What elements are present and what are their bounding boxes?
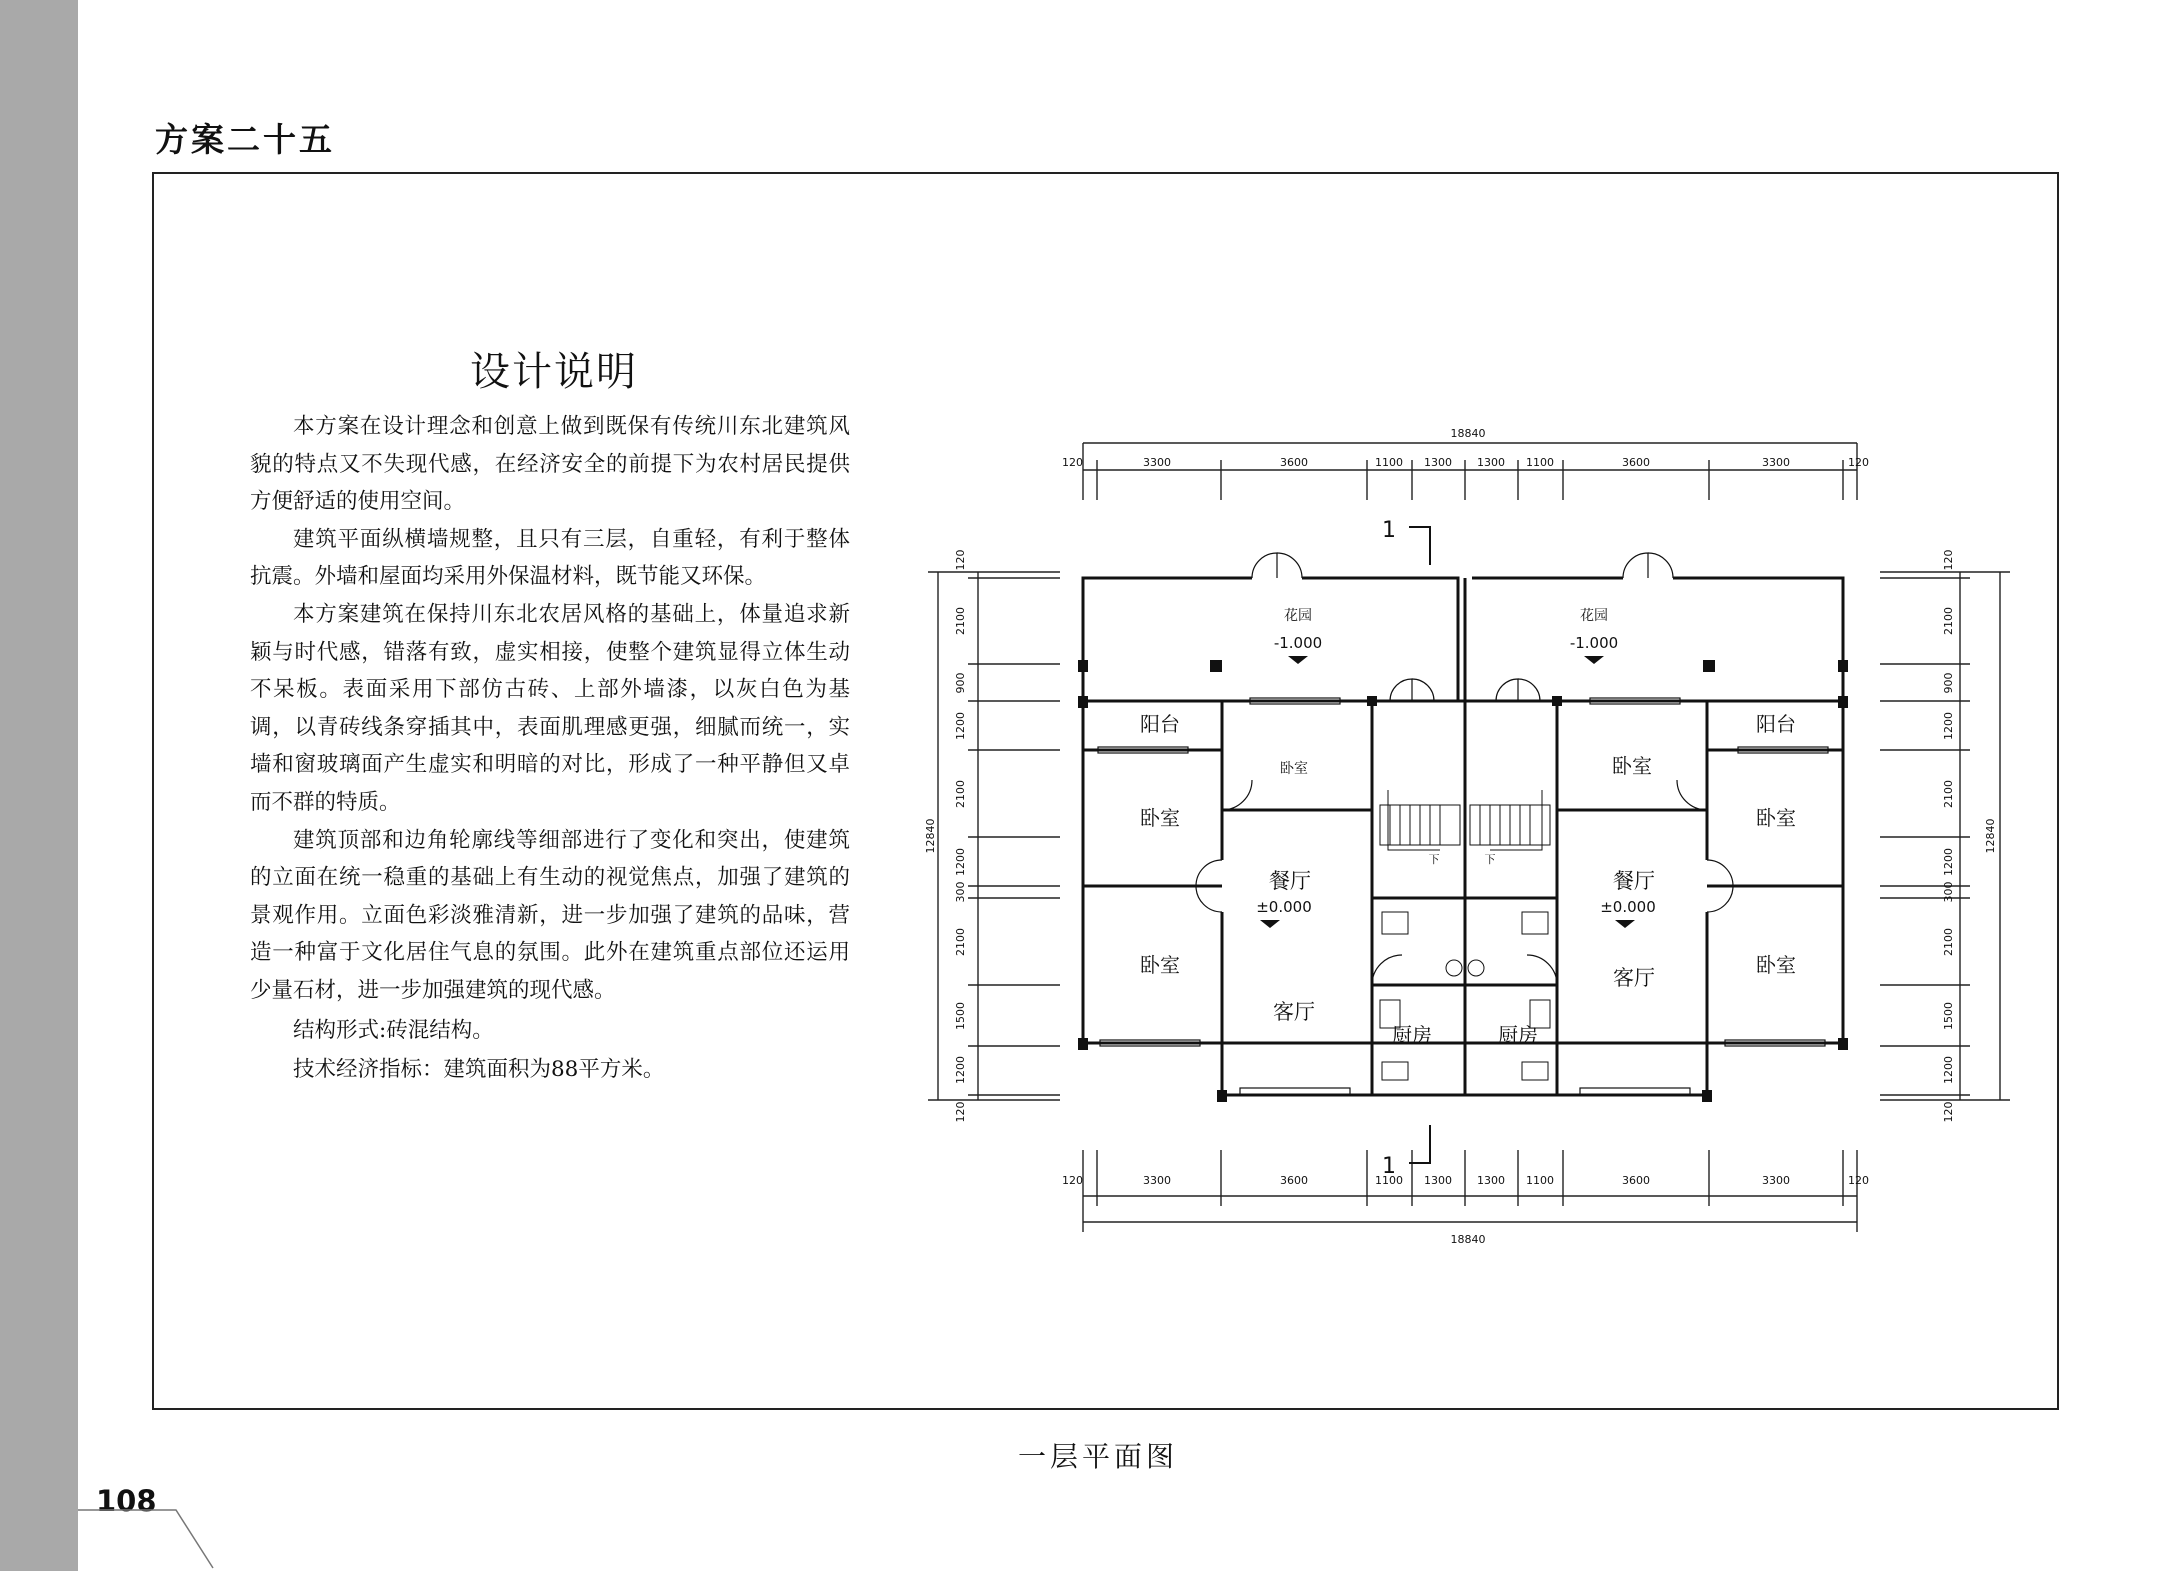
dim-bottom: 1100 — [1375, 1174, 1403, 1187]
dim-bottom: 1300 — [1424, 1174, 1452, 1187]
page-number: 108 — [96, 1484, 157, 1518]
section-mark-top: 1 — [1382, 518, 1396, 543]
dim-left: 2100 — [954, 928, 967, 956]
description-paragraph: 本方案在设计理念和创意上做到既保有传统川东北建筑风貌的特点又不失现代感，在经济安全的前提下为农村居民提供方便舒适的使用空间。 — [250, 414, 850, 515]
dim-bottom: 1100 — [1526, 1174, 1554, 1187]
page-corner-line — [78, 1508, 228, 1571]
dim-right: 1200 — [1942, 848, 1955, 876]
dim-top: 3600 — [1622, 456, 1650, 469]
dim-left: 120 — [954, 1101, 967, 1123]
stair-down-right: 下 — [1484, 853, 1496, 866]
kitchen-right: 厨房 — [1498, 1023, 1538, 1047]
dim-top: 1100 — [1375, 456, 1403, 469]
stair-down-left: 下 — [1428, 853, 1440, 866]
description-paragraph: 建筑平面纵横墙规整，且只有三层，自重轻，有利于整体抗震。外墙和屋面均采用外保温材料，既节能又环保。 — [250, 526, 850, 590]
bedroom-small-left: 卧室 — [1280, 761, 1308, 777]
page-title: 方案二十五 — [155, 120, 335, 159]
total-width-top: 18840 — [1450, 427, 1486, 440]
dim-left: 120 — [954, 549, 967, 571]
dim-top: 1100 — [1526, 456, 1554, 469]
description-paragraph: 本方案建筑在保持川东北农居风格的基础上，体量追求新颖与时代感，错落有致，虚实相接，使整个建筑显得立体生动不呆板。表面采用下部仿古砖、上部外墙漆，以灰白色为基调，以青砖线条穿插其中，表面肌理感更强，细腻而统一，实墙和窗玻璃面产生虚实和明暗的对比，形成了一种平静但又卓而不群的特质。 — [250, 601, 850, 815]
garden-label-right: 花园 — [1580, 608, 1608, 624]
total-width-bottom: 18840 — [1450, 1233, 1486, 1246]
living-left: 客厅 — [1273, 1000, 1315, 1024]
dim-left: 2100 — [954, 780, 967, 808]
dim-right: 2100 — [1942, 928, 1955, 956]
dim-right: 300 — [1942, 881, 1955, 903]
structure-note: 结构形式:砖混结构。 — [293, 1017, 494, 1043]
dim-right: 1500 — [1942, 1002, 1955, 1030]
balcony-left: 阳台 — [1140, 712, 1180, 736]
dim-bottom: 120 — [1062, 1174, 1083, 1187]
dim-left: 1200 — [954, 848, 967, 876]
dim-bottom: 3300 — [1143, 1174, 1171, 1187]
dim-bottom: 3300 — [1762, 1174, 1790, 1187]
dim-left: 1200 — [954, 712, 967, 740]
total-depth-left: 12840 — [924, 818, 937, 854]
dim-left: 1200 — [954, 1056, 967, 1084]
description-heading: 设计说明 — [470, 349, 638, 395]
dim-bottom: 3600 — [1622, 1174, 1650, 1187]
dim-top: 1300 — [1477, 456, 1505, 469]
floor-level-left: ±0.000 — [1256, 898, 1312, 916]
garden-level-left: -1.000 — [1273, 634, 1323, 652]
dim-left: 900 — [954, 672, 967, 694]
dining-right: 餐厅 — [1613, 869, 1655, 893]
bedroom-lower-right: 卧室 — [1756, 953, 1796, 977]
dim-bottom: 1300 — [1477, 1174, 1505, 1187]
garden-level-right: -1.000 — [1569, 634, 1619, 652]
bedroom-left: 卧室 — [1140, 806, 1180, 830]
dim-bottom: 3600 — [1280, 1174, 1308, 1187]
garden-label-left: 花园 — [1284, 608, 1312, 624]
dim-top: 3300 — [1762, 456, 1790, 469]
dim-top: 1300 — [1424, 456, 1452, 469]
dim-right: 120 — [1942, 1101, 1955, 1123]
bedroom-upper-right: 卧室 — [1612, 754, 1652, 778]
dim-right: 1200 — [1942, 712, 1955, 740]
balcony-right: 阳台 — [1756, 712, 1796, 736]
economics-note: 技术经济指标：建筑面积为88平方米。 — [293, 1056, 665, 1082]
dining-left: 餐厅 — [1269, 869, 1311, 893]
floor-level-right: ±0.000 — [1600, 898, 1656, 916]
kitchen-left: 厨房 — [1392, 1023, 1432, 1047]
dim-right: 2100 — [1942, 607, 1955, 635]
plan-caption: 一层平面图 — [1018, 1440, 1179, 1473]
dim-left: 1500 — [954, 1002, 967, 1030]
dim-right: 2100 — [1942, 780, 1955, 808]
bedroom-lower-left: 卧室 — [1140, 953, 1180, 977]
dim-left: 300 — [954, 881, 967, 903]
dim-top: 3600 — [1280, 456, 1308, 469]
dim-right: 120 — [1942, 549, 1955, 571]
bedroom-right: 卧室 — [1756, 806, 1796, 830]
dim-top: 120 — [1062, 456, 1083, 469]
description-paragraph: 建筑顶部和边角轮廓线等细部进行了变化和突出，使建筑的立面在统一稳重的基础上有生动的视觉焦点，加强了建筑的景观作用。立面色彩淡雅清新，进一步加强了建筑的品味，营造一种富于文化居住气息的氛围。此外在建筑重点部位还运用少量石材，进一步加强建筑的现代感。 — [250, 827, 850, 1003]
living-right: 客厅 — [1613, 966, 1655, 990]
dim-right: 900 — [1942, 672, 1955, 694]
section-mark-bottom: 1 — [1382, 1154, 1396, 1179]
total-depth-right: 12840 — [1984, 818, 1997, 854]
dim-top: 120 — [1848, 456, 1869, 469]
dim-bottom: 120 — [1848, 1174, 1869, 1187]
dim-right: 1200 — [1942, 1056, 1955, 1084]
dim-top: 3300 — [1143, 456, 1171, 469]
dim-left: 2100 — [954, 607, 967, 635]
